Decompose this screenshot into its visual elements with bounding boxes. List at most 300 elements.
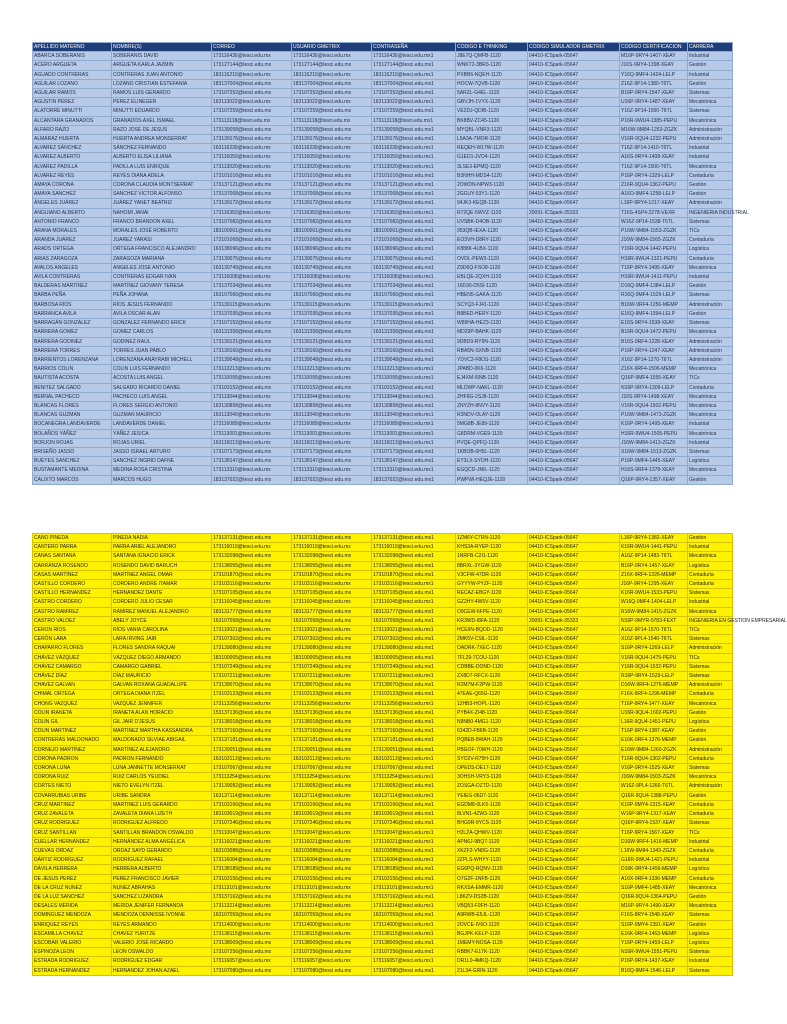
table-cell: K16P-9RY4-1495-XEAY — [620, 420, 688, 429]
table-cell: 173137160@tesci.edu.mx — [292, 727, 372, 736]
table-cell: V16R-9QU4-1232-PEPU — [620, 135, 688, 144]
table-row — [33, 626, 733, 635]
table-cell: Contaduría — [688, 846, 733, 855]
table-cell: B8BED-HERY-1120 — [456, 309, 528, 318]
table-cell: 173116008@tesci.edu.mx — [292, 273, 372, 282]
table-cell: PBGOF-70WH-1120 — [456, 745, 528, 754]
table-cell: Mecatrónica — [688, 116, 733, 125]
table-cell: BARRERA TORRES — [33, 346, 112, 355]
table-cell: 163113049@tesci.edu.mx1 — [372, 411, 456, 420]
table-cell: EGDM8-0LK5-1120 — [456, 800, 528, 809]
table-cell: 04410-ICSpark-05647 — [528, 181, 620, 190]
table-cell: 47EAE-Q65G-1120 — [456, 690, 528, 699]
table-cell: 173139082@tesci.edu.mx — [292, 782, 372, 791]
table-cell: Mecatrónica — [688, 429, 733, 438]
table-cell: KR3WD-I8FA-1120 — [456, 616, 528, 625]
table-cell: 173116019@tesci.edu.mx1 — [372, 543, 456, 552]
table-cell: ESCOBAR VALERIO — [33, 938, 112, 947]
table-cell: D16K-9RY4-1456-MEMP — [620, 865, 688, 874]
table-cell: Sistemas — [688, 589, 733, 598]
table-cell: 04410-ICSpark-05647 — [528, 273, 620, 282]
table-cell: 7FL29-7COU-1120 — [456, 653, 528, 662]
table-cell: 04410-ICSpark-05647 — [528, 227, 620, 236]
table-cell: T16Z-9P14-1500-T6TL — [620, 162, 688, 171]
table-cell: 173107080@tesci.edu.mx — [212, 966, 292, 975]
table-cell: CHAVEZ GALVAN — [33, 681, 112, 690]
table-cell: 04410-ICSpark-05647 — [528, 828, 620, 837]
table-cell: 173116045@tesci.edu.mx — [292, 598, 372, 607]
table-cell: 04410-ICSpark-05647 — [528, 199, 620, 208]
table-cell: V3CFW-47DR-1120 — [456, 570, 528, 579]
table-cell: 173137131@tesci.edu.mx — [292, 534, 372, 543]
table-cell: 2OWDN-NPW3-1120 — [456, 181, 528, 190]
table-cell: Sistemas — [688, 764, 733, 773]
table-cell: 173139176@tesci.edu.mx1 — [372, 135, 456, 144]
table-cell: ANGELES JOSE ANTONIO — [112, 263, 212, 272]
table-cell: 183116219@tesci.edu.mx — [292, 70, 372, 79]
table-cell: 173114000@tesci.edu.mx — [292, 920, 372, 929]
table-row — [33, 773, 733, 782]
table-cell: 173113213@tesci.edu.mx — [212, 365, 292, 374]
table-cell: Mecatrónica — [688, 392, 733, 401]
table-cell: Sistemas — [688, 89, 733, 98]
table-cell: 173113001@tesci.edu.mx1 — [372, 429, 456, 438]
table-cell: RODRIGUEZ ALFREDO — [112, 819, 212, 828]
table-cell: 04410-ICSpark-05647 — [528, 865, 620, 874]
table-cell: 183100005@tesci.edu.mx — [292, 653, 372, 662]
table-cell: 163107059@tesci.edu.mx — [292, 911, 372, 920]
table-cell: 04410-ICSpark-05647 — [528, 291, 620, 300]
table-cell: 173110047@tesci.edu.mx — [292, 828, 372, 837]
table-cell: CRUZ ZAVALETA — [33, 810, 112, 819]
table-cell: 183137022@tesci.edu.mx1 — [372, 475, 456, 484]
table-cell: 04410-ICSpark-05647 — [528, 236, 620, 245]
table-cell: 173139160@tesci.edu.mx — [292, 346, 372, 355]
table-cell: 1KBOB-6H5L-1120 — [456, 447, 528, 456]
table-cell: 04410-ICSpark-05647 — [528, 420, 620, 429]
table-cell: 173101016@tesci.edu.mx — [212, 171, 292, 180]
table-row — [33, 810, 733, 819]
table-cell: 173116057@tesci.edu.mx1 — [372, 957, 456, 966]
table-cell: Q16R-9QU4-1388-PEPU — [620, 791, 688, 800]
table-cell: 173138009@tesci.edu.mx — [212, 938, 292, 947]
table-cell: 183103019@tesci.edu.mx1 — [372, 810, 456, 819]
table-row — [33, 291, 733, 300]
table-cell: CHONG VAZQUEZ — [33, 699, 112, 708]
table-row — [33, 401, 733, 410]
table-cell: 173107080@tesci.edu.mx — [292, 966, 372, 975]
table-cell: 163116239@tesci.edu.mx1 — [372, 144, 456, 153]
table-cell: Z16R-9QU4-1362-PEPU — [620, 181, 688, 190]
table-cell: 04410-ICSpark-05647 — [528, 892, 620, 901]
table-row — [33, 98, 733, 107]
table-cell: 04410-ICSpark-05647 — [528, 328, 620, 337]
table-cell: 173110099@tesci.edu.mx — [292, 374, 372, 383]
table-cell: CANO PINEDA — [33, 534, 112, 543]
table-cell: 173137160@tesci.edu.mx1 — [372, 727, 456, 736]
table-cell: AVILA CONTRERAS — [33, 273, 112, 282]
table-cell: Q16P-9MF4-1555-XEAY — [620, 374, 688, 383]
table-cell: 173107302@tesci.edu.mx1 — [372, 635, 456, 644]
table-row — [33, 957, 733, 966]
table-cell: 173137068@tesci.edu.mx1 — [372, 190, 456, 199]
table-cell: J16W-9M84-1503-ZGZK — [620, 773, 688, 782]
table-cell: RAMOS LUIS GERARDO — [112, 89, 212, 98]
table-cell: K888K-4LBX-1120 — [456, 245, 528, 254]
table-cell: 04410-ICSpark-05647 — [528, 957, 620, 966]
table-cell: HERRERA ALBERTO — [112, 865, 212, 874]
table-cell: BORJON ROJAS — [33, 438, 112, 447]
table-cell: Mecatrónica — [688, 98, 733, 107]
table-row — [33, 392, 733, 401]
table-cell: 04410-ICSpark-05647 — [528, 383, 620, 392]
table-cell: Mecatrónica — [688, 401, 733, 410]
table-cell: URIBE SANDRA — [112, 791, 212, 800]
table-cell: E16Q-9MF4-1394-LELP — [620, 309, 688, 318]
table-cell: 04410-ICSpark-05647 — [528, 810, 620, 819]
table-cell: ABELY JOYCE — [112, 616, 212, 625]
table-cell: 173137160@tesci.edu.mx — [212, 727, 292, 736]
table-row — [33, 708, 733, 717]
table-cell: UVSBK-D4OB-1120 — [456, 217, 528, 226]
table-cell: Gestión — [688, 727, 733, 736]
table-cell: 173103123@tesci.edu.mx — [212, 690, 292, 699]
table-cell: 04410-ICSpark-05647 — [528, 107, 620, 116]
table-cell: 173116353@tesci.edu.mx — [212, 208, 292, 217]
table-cell: 173113214@tesci.edu.mx — [292, 902, 372, 911]
table-row — [33, 690, 733, 699]
table-cell: 173113118@tesci.edu.mx — [292, 116, 372, 125]
table-cell: X16Z-9P14-1270-T6TL — [620, 355, 688, 364]
table-cell: 173113044@tesci.edu.mx1 — [372, 392, 456, 401]
table-cell: 04410-ICSpark-05647 — [528, 475, 620, 484]
table-cell: H2LZA-QHWV-1120 — [456, 828, 528, 837]
table-cell: COLIN LUIS FERNANDO — [112, 365, 212, 374]
table-cell: Administración — [688, 199, 733, 208]
table-cell: 9DBD9-RY9N-1120 — [456, 337, 528, 346]
table-row — [33, 309, 733, 318]
table-cell: Mecatrónica — [688, 466, 733, 475]
table-row — [33, 672, 733, 681]
table-cell: GYYYW-PYZF-1120 — [456, 580, 528, 589]
table-cell: 173113214@tesci.edu.mx1 — [372, 902, 456, 911]
table-cell: Q16R-9QU4-1364-PEPU — [620, 892, 688, 901]
table-cell: REYES ARMANDO — [112, 920, 212, 929]
table-cell: Contaduría — [688, 874, 733, 883]
table-cell: REQEH-W17W-1120 — [456, 144, 528, 153]
table-cell: 173116008@tesci.edu.mx1 — [372, 273, 456, 282]
table-row — [33, 745, 733, 754]
table-cell: ZOSGA-DZTD-1120 — [456, 782, 528, 791]
table-cell: SANTANA IGNACIO ERICK — [112, 552, 212, 561]
table-cell: Administración — [688, 355, 733, 364]
table-cell: ALVAREZ PADILLA — [33, 162, 112, 171]
table-cell: 173138115@tesci.edu.mx — [212, 929, 292, 938]
table-cell: PWPWI-HEQJE-1120 — [456, 475, 528, 484]
table-cell: T16P-9RY4-1477-XEAY — [620, 699, 688, 708]
table-cell: 173116084@tesci.edu.mx1 — [372, 856, 456, 865]
table-cell: 04410-ICSpark-05647 — [528, 635, 620, 644]
table-cell: 173110099@tesci.edu.mx — [212, 374, 292, 383]
table-cell: Industrial — [688, 957, 733, 966]
table-cell: 04410-ICSpark-05647 — [528, 764, 620, 773]
table-cell: 173107211@tesci.edu.mx — [292, 672, 372, 681]
table-cell: Gestión — [688, 534, 733, 543]
table-cell: Contaduría — [688, 754, 733, 763]
table-cell: Industrial — [688, 273, 733, 282]
table-cell: GRANADOS AXEL ISMAEL — [112, 116, 212, 125]
table-cell: Sistemas — [688, 447, 733, 456]
table-cell: 173103166@tesci.edu.mx — [212, 800, 292, 809]
table-cell: 163131358@tesci.edu.mx — [292, 328, 372, 337]
table-cell: W16Z-9PL4-1260-T6TL — [620, 782, 688, 791]
table-cell: GONZALEZ FERNANDO ERICK — [112, 319, 212, 328]
table-cell: N16R-9WU4-1551-PEPU — [620, 948, 688, 957]
table-cell: Contaduría — [688, 570, 733, 579]
table-cell: SYO2V-R75H-1120 — [456, 754, 528, 763]
table-cell: INGENIERIA EN GESTION EMPRESARIAL — [689, 617, 787, 624]
table-cell: 173139058@tesci.edu.mx1 — [372, 125, 456, 134]
table-cell: Contaduría — [688, 236, 733, 245]
table-cell: 173107249@tesci.edu.mx — [212, 662, 292, 671]
table-row — [33, 966, 733, 975]
table-cell: N16P-9MYR-0783-FEXT — [620, 616, 688, 625]
table-cell: CRUZ RODRIGUEZ — [33, 819, 112, 828]
table-cell: 173113256@tesci.edu.mx1 — [372, 699, 456, 708]
table-cell: Mecatrónica — [688, 607, 733, 616]
table-cell: 173127144@tesci.edu.mx — [292, 61, 372, 70]
table-cell: CASTILLO CORDERO — [33, 580, 112, 589]
table-cell: ABARCA SOBERANIS — [33, 52, 112, 61]
column-header: CARRERA — [688, 43, 733, 52]
table-row — [33, 79, 733, 88]
table-cell: ALVAREZ ALBERTO — [33, 153, 112, 162]
table-cell: DE JESUS PEREZ — [33, 874, 112, 883]
table-cell: MARTÍNEZ ANGEL OMAR — [112, 570, 212, 579]
table-cell: 173116436@tesci.edu.mx — [212, 52, 292, 61]
table-cell: PXBB6-NQEH-1120 — [456, 70, 528, 79]
table-cell: MEDINA ROSA CRISTINA — [112, 466, 212, 475]
table-cell: BLANCAS GUZMAN — [33, 411, 112, 420]
table-cell: SANCHEZ INGRID DAFNE — [112, 457, 212, 466]
table-cell: 173101870@tesci.edu.mx1 — [372, 570, 456, 579]
table-cell: 173137068@tesci.edu.mx — [292, 190, 372, 199]
table-cell: CAMARGO GABRIEL — [112, 662, 212, 671]
table-cell: 04410-ICSpark-05647 — [528, 466, 620, 475]
table-cell: Y16R-9QU4-1442-PEPU — [620, 245, 688, 254]
table-row — [33, 52, 733, 61]
table-cell: 183137004@tesci.edu.mx1 — [372, 79, 456, 88]
table-cell: 173139176@tesci.edu.mx — [212, 135, 292, 144]
table-cell: ZX8D7-RFCX-1120 — [456, 672, 528, 681]
table-cell: Gestión — [688, 791, 733, 800]
table-cell: 163113022@tesci.edu.mx — [212, 98, 292, 107]
table-row — [33, 800, 733, 809]
table-cell: H16R-9WU4-1505-PEPU — [620, 429, 688, 438]
table-cell: 04410-ICSpark-05647 — [528, 911, 620, 920]
table-cell: 173107105@tesci.edu.mx — [292, 589, 372, 598]
table-cell: 163107058@tesci.edu.mx — [292, 616, 372, 625]
table-cell: 04410-ICSpark-05647 — [528, 300, 620, 309]
table-cell: 04410-ICSpark-05647 — [528, 309, 620, 318]
table-cell: 173113020@tesci.edu.mx1 — [372, 162, 456, 171]
table-cell: COVARRUBIAS URIBE — [33, 791, 112, 800]
table-row — [33, 217, 733, 226]
table-cell: CORDERO ANDRE ITAMAR — [112, 580, 212, 589]
table-cell: MENDOZA DENNISSE IVONNE — [112, 911, 212, 920]
table-cell: BOLAÑOS YÁÑEZ — [33, 429, 112, 438]
table-cell: 173116059@tesci.edu.mx — [212, 153, 292, 162]
table-cell: SANCHEZ VICTOR ALFONSO — [112, 190, 212, 199]
table-cell: BARRANCA AVILA — [33, 309, 112, 318]
table-cell: 173139051@tesci.edu.mx — [292, 745, 372, 754]
table-cell: ARGUETA KARLA JAZMIN — [112, 61, 212, 70]
table-row — [33, 236, 733, 245]
table-cell: 173103116@tesci.edu.mx — [292, 580, 372, 589]
table-cell: Y16R-9QU4-1532-PEPU — [620, 662, 688, 671]
table-cell: H16R-9WU4-1321-PEPU — [620, 254, 688, 263]
table-cell: 173138055@tesci.edu.mx1 — [372, 561, 456, 570]
table-cell: PARRA ARIEL ALEJANDRO — [112, 543, 212, 552]
table-cell: 173116021@tesci.edu.mx — [292, 837, 372, 846]
table-cell: ALVAREZ SÁNCHEZ — [33, 144, 112, 153]
table-cell: T16R-9QU4-1302-PEPU — [620, 754, 688, 763]
table-cell: HCE9N-BQOD-1120 — [456, 626, 528, 635]
table-cell: Administración — [688, 681, 733, 690]
table-cell: 04410-ICSpark-05647 — [528, 598, 620, 607]
table-cell: 173107249@tesci.edu.mx — [292, 662, 372, 671]
table-cell: 04410-ICSpark-05647 — [528, 217, 620, 226]
table-cell: 04410-ICSpark-05647 — [528, 411, 620, 420]
table-cell: 04410-ICSpark-05647 — [528, 727, 620, 736]
table-cell: E16K-9RF4-1463-MEMP — [620, 929, 688, 938]
table-cell: CHIMAL ORTEGA — [33, 690, 112, 699]
table-cell: 163116239@tesci.edu.mx — [292, 144, 372, 153]
table-cell: HERNANDEZ JOHAN AZAEL — [112, 966, 212, 975]
table-cell: MARTINEZ LUIS GERARDO — [112, 800, 212, 809]
table-cell: Sistemas — [688, 635, 733, 644]
table-cell: Gestión — [688, 190, 733, 199]
table-cell: RKXSA-EMMR-1120 — [456, 883, 528, 892]
table-cell: P16W-9M84-1553-ZGZK — [620, 227, 688, 236]
table-cell: 173139058@tesci.edu.mx — [212, 125, 292, 134]
table-cell: 1ZM6Y-C7RN-1120 — [456, 534, 528, 543]
table-cell: 173116045@tesci.edu.mx — [212, 598, 292, 607]
table-cell: 04410-ICSpark-05647 — [528, 570, 620, 579]
table-cell: Mecatrónica — [688, 162, 733, 171]
table-cell: Gestión — [688, 282, 733, 291]
table-row — [33, 411, 733, 420]
table-cell: 173113044@tesci.edu.mx — [292, 392, 372, 401]
table-cell: Industrial — [688, 438, 733, 447]
table-cell: BARRIOS COLIN — [33, 365, 112, 374]
table-cell: NAHOMI JANAI — [112, 208, 212, 217]
table-cell: R2M7M-F2PW-1120 — [456, 681, 528, 690]
table-cell: R16P-9RY4-1529-LELP — [620, 672, 688, 681]
table-row — [33, 920, 733, 929]
table-cell: Administración — [688, 346, 733, 355]
table-cell: 183137022@tesci.edu.mx — [212, 475, 292, 484]
table-cell: 173127144@tesci.edu.mx1 — [372, 61, 456, 70]
table-cell: ACERO ARGUETA — [33, 61, 112, 70]
table-cell: VE2DJ-QDIB-1120 — [456, 107, 528, 116]
table-cell: 04410-ICSpark-05647 — [528, 116, 620, 125]
table-cell: 173132098@tesci.edu.mx1 — [372, 552, 456, 561]
table-cell: 163116013@tesci.edu.mx — [292, 438, 372, 447]
table-row — [33, 199, 733, 208]
table-cell: 173113310@tesci.edu.mx — [212, 466, 292, 475]
table-cell: PACHECO LUIS ANGEL — [112, 392, 212, 401]
table-cell: BK8BV-ZC45-1120 — [456, 116, 528, 125]
table-cell: CHÁVEZ DÍAZ — [33, 672, 112, 681]
table-row — [33, 263, 733, 272]
table-row — [33, 681, 733, 690]
table-cell: BARRAGÁN GONZÁLEZ — [33, 319, 112, 328]
table-cell: 04410-ICSpark-05647 — [528, 282, 620, 291]
table-row — [33, 227, 733, 236]
table-cell: Logística — [688, 245, 733, 254]
table-cell: CRUZ MARTINEZ — [33, 800, 112, 809]
table-row — [33, 570, 733, 579]
table-cell: 04410-ICSpark-05647 — [528, 254, 620, 263]
table-cell: 173110099@tesci.edu.mx1 — [372, 374, 456, 383]
table-row — [33, 607, 733, 616]
table-cell: Administración — [688, 782, 733, 791]
table-cell: ARIAS ZARAGOZA — [33, 254, 112, 263]
table-cell: 8BRXL-3YGW-1120 — [456, 561, 528, 570]
table-cell: 04410-ICSpark-05647 — [528, 135, 620, 144]
table-cell: Administración — [688, 337, 733, 346]
table-cell: CASTILLO HERNANDEZ — [33, 589, 112, 598]
table-row — [33, 616, 733, 625]
table-cell: 163107066@tesci.edu.mx — [292, 291, 372, 300]
table-cell: 173113254@tesci.edu.mx — [212, 773, 292, 782]
table-cell: D16W-9RF4-1416-MEMP — [620, 837, 688, 846]
table-cell: 183100001@tesci.edu.mx1 — [372, 227, 456, 236]
table-cell: MARCOS HUGO — [112, 475, 212, 484]
table-cell: ORDAZ SAYD GERARDO — [112, 846, 212, 855]
table-cell: N9NB0-4MG1-1120 — [456, 718, 528, 727]
table-cell: 5ARZL-G4EL-1120 — [456, 89, 528, 98]
table-cell: 173107067@tesci.edu.mx1 — [372, 764, 456, 773]
table-cell: 173107256@tesci.edu.mx1 — [372, 948, 456, 957]
table-row — [33, 466, 733, 475]
table-cell: 173113214@tesci.edu.mx — [212, 902, 292, 911]
table-cell: AVILA OSCAR ALAN — [112, 309, 212, 318]
table-cell: XKZF2-VN8G-1120 — [456, 846, 528, 855]
table-cell: J16W-9M84-1413-ZGZK — [620, 438, 688, 447]
table-cell: MARTÍNEZ ALEJANDRO — [112, 745, 212, 754]
table-cell: 04410-ICSpark-05647 — [528, 457, 620, 466]
table-cell: 21L34-GRIN-1120 — [456, 966, 528, 975]
table-cell: 163103088@tesci.edu.mx — [292, 846, 372, 855]
table-row — [33, 61, 733, 70]
table-cell: 04410-ICSpark-05647 — [528, 672, 620, 681]
table-cell: Gestión — [688, 920, 733, 929]
table-cell: 173113213@tesci.edu.mx — [292, 365, 372, 374]
table-cell: 20091-ICSpark-35323 — [528, 208, 620, 217]
table-cell: PEREZ ELINEGER — [112, 98, 212, 107]
table-cell: RODRÍGUEZ RAFAEL — [112, 856, 212, 865]
table-row — [33, 429, 733, 438]
table-cell: Mecatrónica — [688, 699, 733, 708]
table-cell: 173116089@tesci.edu.mx — [292, 420, 372, 429]
table-cell: L16R-9QU4-1451-PEPU — [620, 718, 688, 727]
table-cell: 173127144@tesci.edu.mx — [212, 61, 292, 70]
table-cell: B16W-9RF4-1256-MEMP — [620, 300, 688, 309]
table-cell: 173139082@tesci.edu.mx — [212, 782, 292, 791]
table-cell: Mecatrónica — [688, 328, 733, 337]
